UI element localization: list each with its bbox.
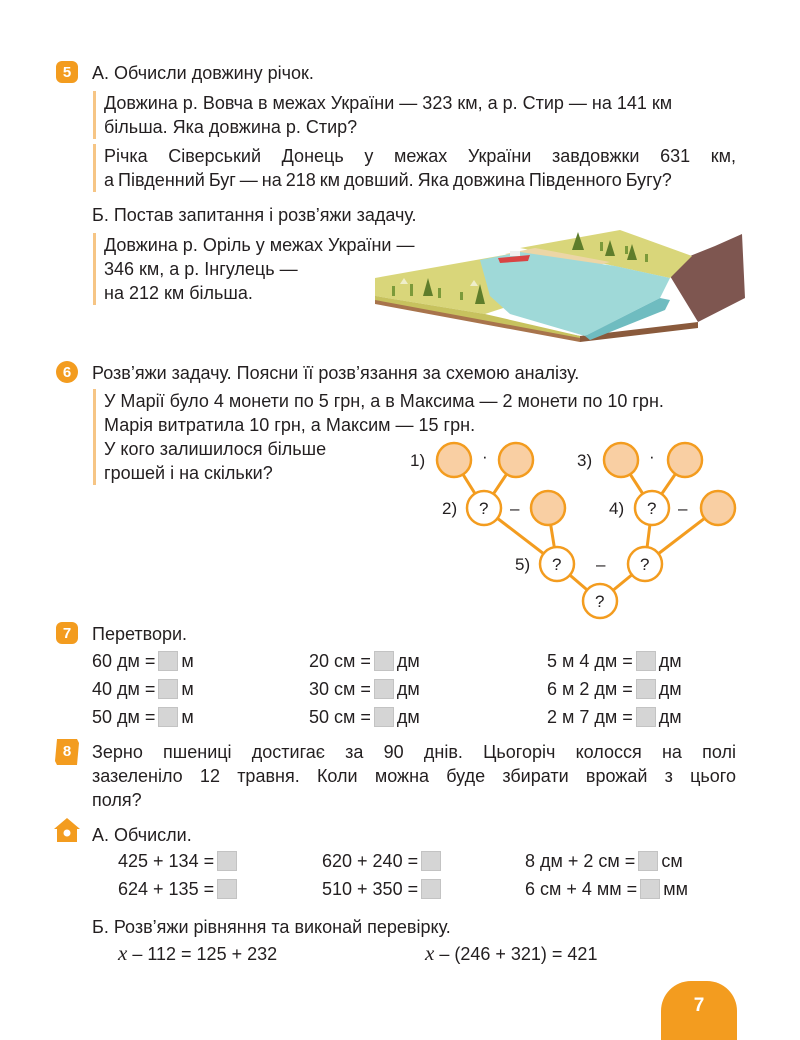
scheme-node-4b <box>701 491 735 525</box>
equation-1: x – 112 = 125 + 232 <box>118 941 278 965</box>
task-5-p3-line3: на 212 км більша. <box>104 283 253 303</box>
answer-box[interactable] <box>636 679 656 699</box>
task-5-p1-bar <box>93 91 96 139</box>
scheme-label-2: 2) <box>442 499 458 518</box>
answer-box[interactable] <box>640 879 660 899</box>
scheme-node-1a <box>437 443 471 477</box>
answer-box[interactable] <box>374 679 394 699</box>
task-8-number: 8 <box>62 743 72 760</box>
task-6-line3: У кого залишилося більше <box>104 439 327 459</box>
task-7-heading: Перетвори. <box>92 624 188 644</box>
sum-row: 620 + 240 = <box>322 849 444 873</box>
task-5-p1-line2: більша. Яка довжина р. Стир? <box>104 117 358 137</box>
task-6-bar <box>93 389 96 485</box>
task-8-line3: поля? <box>92 790 142 810</box>
scheme-connectors <box>454 460 718 601</box>
scheme-q-5a: ? <box>552 555 562 574</box>
river-landscape-illustration <box>370 226 750 344</box>
analysis-tree-scheme <box>400 430 750 625</box>
task-5-b-heading: Б. Постав запитання і розв’яжи задачу. <box>92 205 417 225</box>
task-5-badge: 5 <box>56 61 78 83</box>
scheme-label-5: 5) <box>515 555 531 574</box>
homework-a-heading: А. Обчисли. <box>92 825 192 845</box>
scheme-label-4: 4) <box>609 499 625 518</box>
conv-row: 6 м 2 дм = дм <box>547 679 682 699</box>
task-6-heading: Розв’яжи задачу. Поясни її розв’язання за схемою аналізу. <box>92 363 580 383</box>
answer-box[interactable] <box>158 651 178 671</box>
variable-x: x <box>118 941 128 965</box>
task-5-p3-bar <box>93 233 96 305</box>
conv-row: 50 дм = м <box>92 707 194 727</box>
sum-row: 624 + 135 = <box>118 877 240 901</box>
task-8-line1: Зерно пшениці достигає за 90 днів. Цьогоріч колосся на полі <box>92 742 736 762</box>
conv-row: 60 дм = м <box>92 651 194 671</box>
scheme-q-4: ? <box>647 499 657 518</box>
answer-box[interactable] <box>158 679 178 699</box>
equation-2: x – (246 + 321) = 421 <box>425 941 598 965</box>
task-6-line4: грошей і на скільки? <box>104 463 273 483</box>
scheme-label-3: 3) <box>577 451 593 470</box>
task-5-p2-line1: Річка Сіверський Донець у межах України завдовжки 631 км, <box>104 146 736 166</box>
task-5-p3-line2: 346 км, а р. Інгулець — <box>104 259 298 279</box>
conv-row: 20 см = дм <box>309 651 420 671</box>
scheme-q-root: ? <box>595 592 605 611</box>
conv-row: 40 дм = м <box>92 679 194 699</box>
answer-box[interactable] <box>636 707 656 727</box>
task-5-p3-line1: Довжина р. Оріль у межах України — <box>104 235 415 255</box>
conv-row: 50 см = дм <box>309 707 420 727</box>
scheme-q-5b: ? <box>640 555 650 574</box>
answer-box[interactable] <box>158 707 178 727</box>
sum-row: 425 + 134 = <box>118 849 240 873</box>
scheme-node-1b <box>499 443 533 477</box>
sum-row: 8 дм + 2 см = см <box>525 851 683 871</box>
scheme-label-1: 1) <box>410 451 426 470</box>
scheme-node-2b <box>531 491 565 525</box>
sum-row: 510 + 350 = <box>322 877 444 901</box>
scheme-q-2: ? <box>479 499 489 518</box>
task-7-badge: 7 <box>56 622 78 644</box>
scheme-dot-1: · <box>482 447 488 466</box>
sum-row: 6 см + 4 мм = мм <box>525 879 688 899</box>
scheme-minus-4: – <box>678 499 688 518</box>
answer-box[interactable] <box>638 851 658 871</box>
task-8-line2: зазеленіло 12 травня. Коли можна буде збирати врожай з цього <box>92 766 736 786</box>
conv-row: 30 см = дм <box>309 679 420 699</box>
task-6-line2: Марія витратила 10 грн, а Максим — 15 грн. <box>104 415 476 435</box>
task-5-p2-bar <box>93 144 96 192</box>
variable-x: x <box>425 941 435 965</box>
answer-box[interactable] <box>374 651 394 671</box>
scheme-node-3a <box>604 443 638 477</box>
task-5-a-heading: А. Обчисли довжину річок. <box>92 63 314 83</box>
house-icon <box>53 817 81 843</box>
task-5-p1-line1: Довжина р. Вовча в межах України — 323 км, а р. Стир — на 141 км <box>104 93 673 113</box>
answer-box[interactable] <box>636 651 656 671</box>
scheme-dot-3: · <box>649 447 655 466</box>
task-6-badge: 6 <box>56 361 78 383</box>
answer-box[interactable] <box>217 851 237 871</box>
conv-row: 5 м 4 дм = дм <box>547 651 682 671</box>
task-5-p2-line2: а Південний Буг — на 218 км довший. Яка довжина Південного Бугу? <box>104 170 672 190</box>
task-6-line1: У Марії було 4 монети по 5 грн, а в Максима — 2 монети по 10 грн. <box>104 391 664 411</box>
answer-box[interactable] <box>421 851 441 871</box>
answer-box[interactable] <box>217 879 237 899</box>
answer-box[interactable] <box>374 707 394 727</box>
scheme-minus-2: – <box>510 499 520 518</box>
scheme-node-3b <box>668 443 702 477</box>
conv-row: 2 м 7 дм = дм <box>547 707 682 727</box>
scheme-minus-5: – <box>596 555 606 574</box>
page-number: 7 <box>661 981 737 1040</box>
answer-box[interactable] <box>421 879 441 899</box>
homework-b-heading: Б. Розв’яжи рівняння та виконай перевірку. <box>92 917 451 937</box>
